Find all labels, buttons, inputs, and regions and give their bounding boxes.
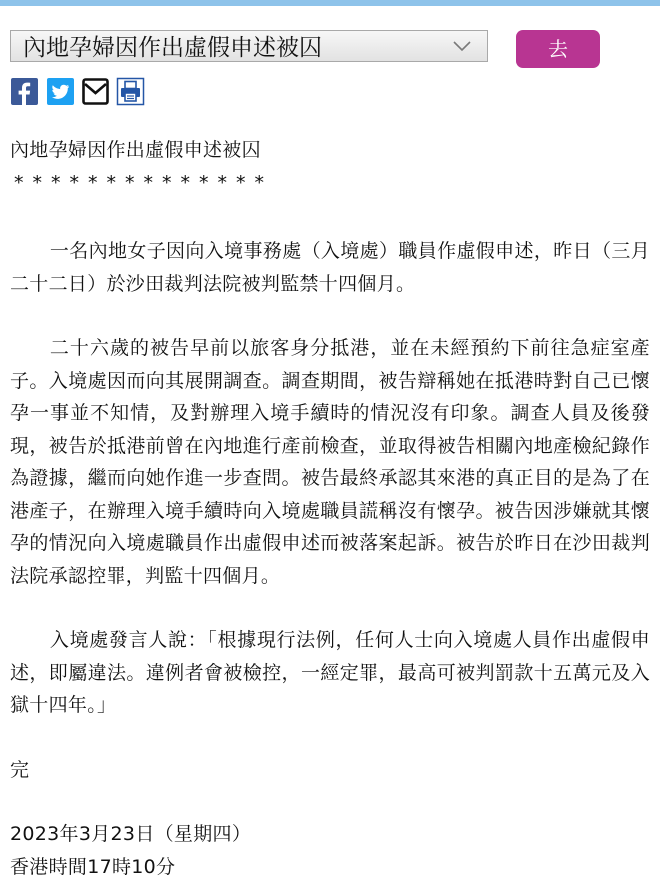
facebook-icon[interactable] [11, 78, 38, 105]
email-icon[interactable] [82, 78, 109, 105]
headline-select-value: 內地孕婦因作出虛假申述被囚 [23, 33, 322, 63]
chevron-down-icon [451, 37, 473, 55]
go-button[interactable]: 去 [516, 30, 600, 68]
twitter-icon[interactable] [47, 78, 74, 105]
paragraph-3: 入境處發言人說：「根據現行法例，任何人士向入境處人員作出虛假申述，即屬違法。違例者會被檢控，一經定罪，最高可被判罰款十五萬元及入獄十四年。」 [10, 624, 650, 722]
top-accent-bar [0, 0, 660, 6]
release-time: 香港時間17時10分 [10, 851, 650, 883]
title-separator: ************** [10, 167, 650, 200]
release-date: 2023年3月23日（星期四） [10, 818, 650, 851]
article-title: 內地孕婦因作出虛假申述被囚 [10, 134, 650, 167]
paragraph-2: 二十六歲的被告早前以旅客身分抵港，並在未經預約下前往急症室產子。入境處因而向其展開調查。調查期間，被告辯稱她在抵港時對自己已懷孕一事並不知情，及對辦理入境手續時的情況沒有印象。調查人員及後發現，被告於抵港前曾在內地進行產前檢查，並取得被告相關內地產檢紀錄作為證據，繼而向她作進一步查問。被告最終承認其來港的真正目的是為了在港產子，在辦理入境手續時向入境處職員謊稱沒有懷孕。被告因涉嫌就其懷孕的情況向入境處職員作出虛假申述而被落案起訴。被告於昨日在沙田裁判法院承認控罪，判監十四個月。 [10, 332, 650, 592]
paragraph-1: 一名內地女子因向入境事務處（入境處）職員作虛假申述，昨日（三月二十二日）於沙田裁判法院被判監禁十四個月。 [10, 235, 650, 300]
print-icon[interactable] [117, 78, 144, 105]
article-body [10, 134, 650, 883]
end-mark: 完 [10, 754, 650, 787]
headline-select[interactable] [10, 30, 488, 62]
